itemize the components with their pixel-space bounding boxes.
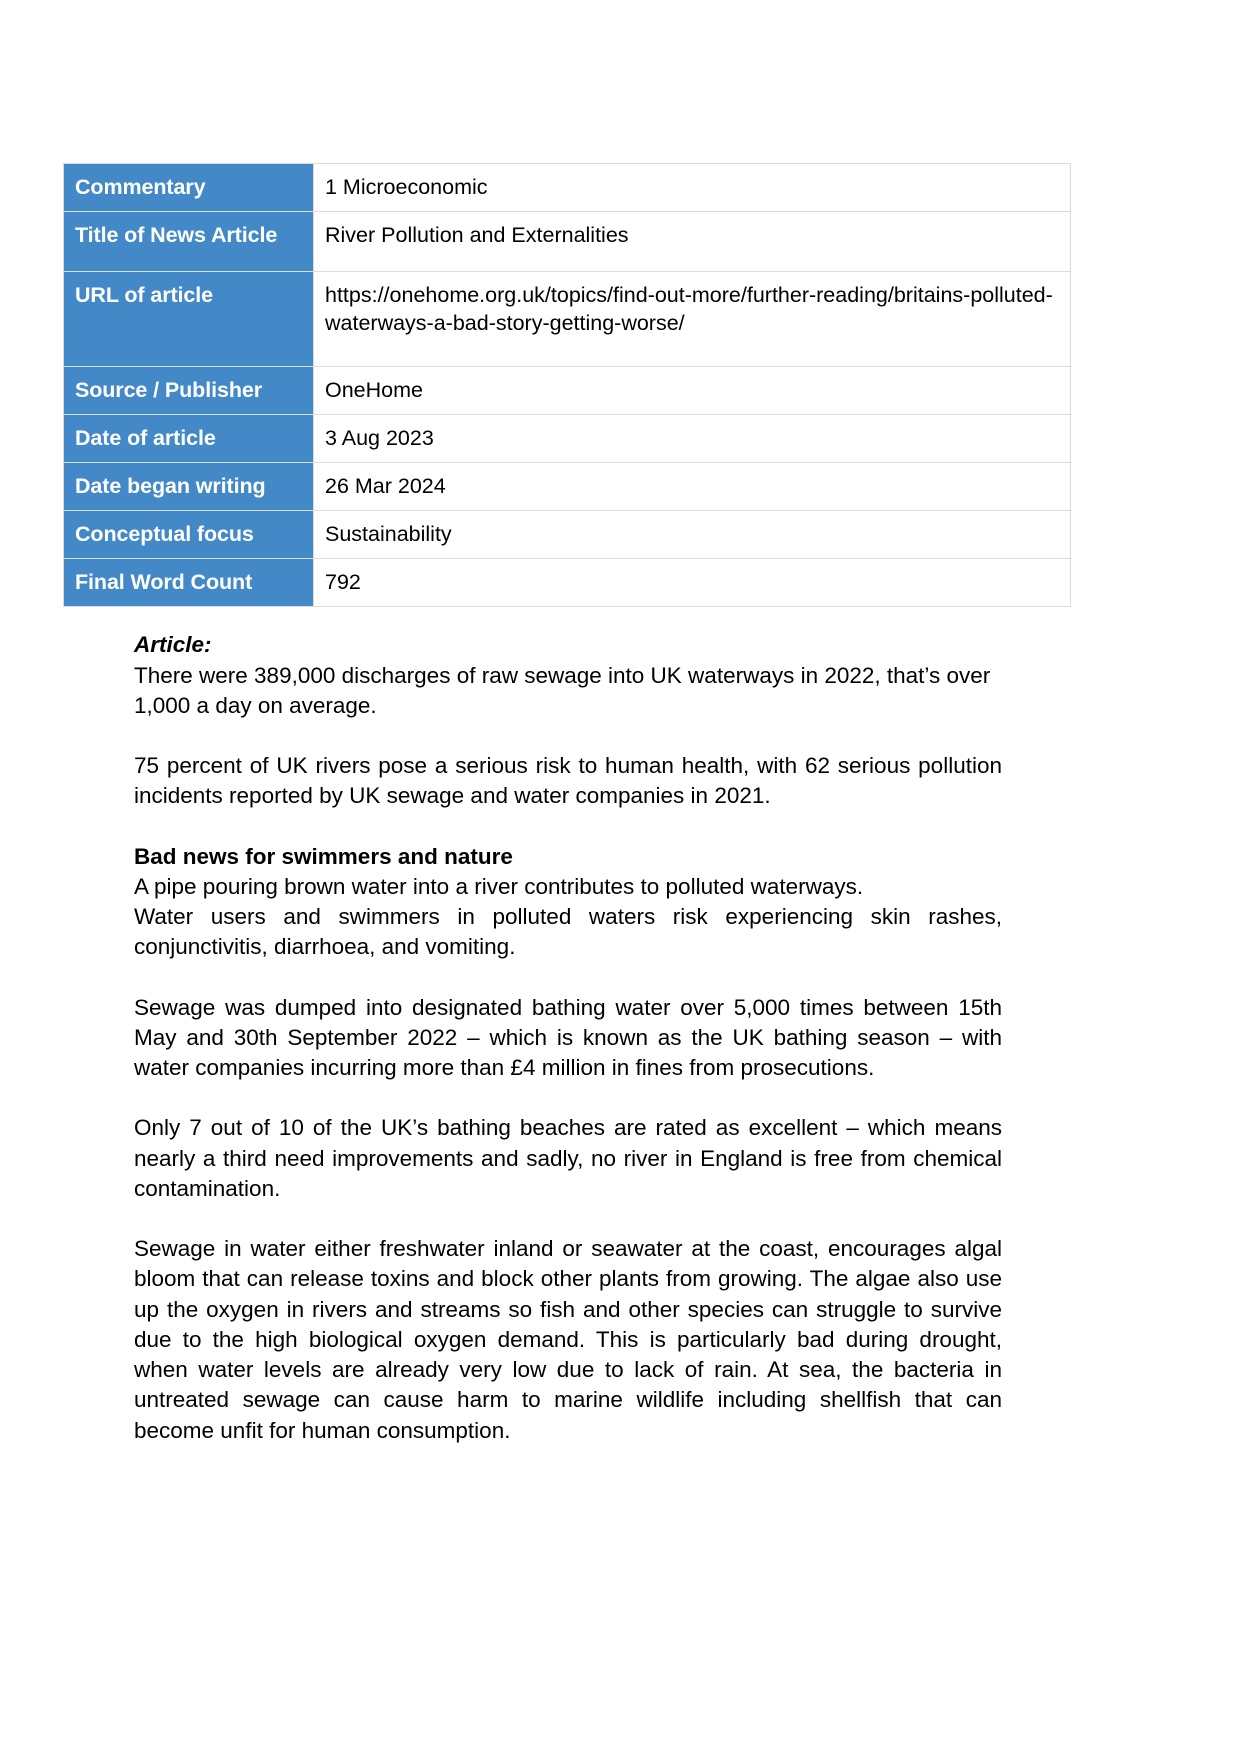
article-paragraph-2: 75 percent of UK rivers pose a serious risk to human health, with 62 serious pollution incidents reported by UK sewage and water companies in 2021.	[134, 753, 1002, 809]
row-value-commentary: 1 Microeconomic	[314, 164, 1071, 212]
article-heading: Article:	[134, 632, 212, 658]
row-label-title: Title of News Article	[64, 212, 314, 272]
row-label-date-began: Date began writing	[64, 462, 314, 510]
table-row	[64, 462, 1071, 510]
paragraph-spacer	[134, 812, 1002, 842]
row-value-conceptual-focus: Sustainability	[314, 511, 1071, 559]
article-paragraph-3: A pipe pouring brown water into a river contributes to polluted waterways.	[134, 873, 864, 899]
paragraph-spacer	[134, 1083, 1002, 1113]
article-paragraph-7: Sewage in water either freshwater inland or seawater at the coast, encourages algal bloom that can release toxins and block other plants from growing. The algae also use up the oxygen in rivers and streams so fish and other species can struggle to survive due to the high biological oxygen demand. This is particularly bad during drought, when water levels are already very low due to lack of rain. At sea, the bacteria in untreated sewage can cause harm to marine wildlife including shellfish that can become unfit for human consumption.	[134, 1236, 1002, 1443]
commentary-metadata-table	[63, 163, 1071, 607]
article-paragraph-1: There were 389,000 discharges of raw sewage into UK waterways in 2022, that’s over 1,000 a day on average.	[134, 662, 991, 718]
paragraph-spacer	[134, 721, 1002, 751]
table-row	[64, 164, 1071, 212]
paragraph-spacer	[134, 963, 1002, 993]
row-value-word-count: 792	[314, 559, 1071, 607]
row-value-date-began: 26 Mar 2024	[314, 462, 1071, 510]
row-value-source: OneHome	[314, 366, 1071, 414]
row-value-url[interactable]: https://onehome.org.uk/topics/find-out-more/further-reading/britains-polluted-waterways-a-bad-story-getting-worse/	[314, 272, 1071, 366]
row-value-title: River Pollution and Externalities	[314, 212, 1071, 272]
table-row	[64, 559, 1071, 607]
row-label-conceptual-focus: Conceptual focus	[64, 511, 314, 559]
table-row	[64, 212, 1071, 272]
table-row	[64, 414, 1071, 462]
row-value-date-article: 3 Aug 2023	[314, 414, 1071, 462]
article-paragraph-4: Water users and swimmers in polluted waters risk experiencing skin rashes, conjunctivitis, diarrhoea, and vomiting.	[134, 904, 1002, 960]
article-body	[63, 630, 1004, 1446]
table-row	[64, 366, 1071, 414]
table-row	[64, 272, 1071, 366]
row-label-url: URL of article	[64, 272, 314, 366]
row-label-commentary: Commentary	[64, 164, 314, 212]
article-paragraph-5: Sewage was dumped into designated bathing water over 5,000 times between 15th May and 30th September 2022 – which is known as the UK bathing season – with water companies incurring more than £4 million in fines from prosecutions.	[134, 994, 1002, 1081]
table-row	[64, 511, 1071, 559]
article-subheading-1: Bad news for swimmers and nature	[134, 843, 513, 869]
row-label-date-article: Date of article	[64, 414, 314, 462]
row-label-source: Source / Publisher	[64, 366, 314, 414]
row-label-word-count: Final Word Count	[64, 559, 314, 607]
article-paragraph-6: Only 7 out of 10 of the UK’s bathing beaches are rated as excellent – which means nearly a third need improvements and sadly, no river in England is free from chemical contamination.	[134, 1115, 1002, 1201]
paragraph-spacer	[134, 1204, 1002, 1234]
